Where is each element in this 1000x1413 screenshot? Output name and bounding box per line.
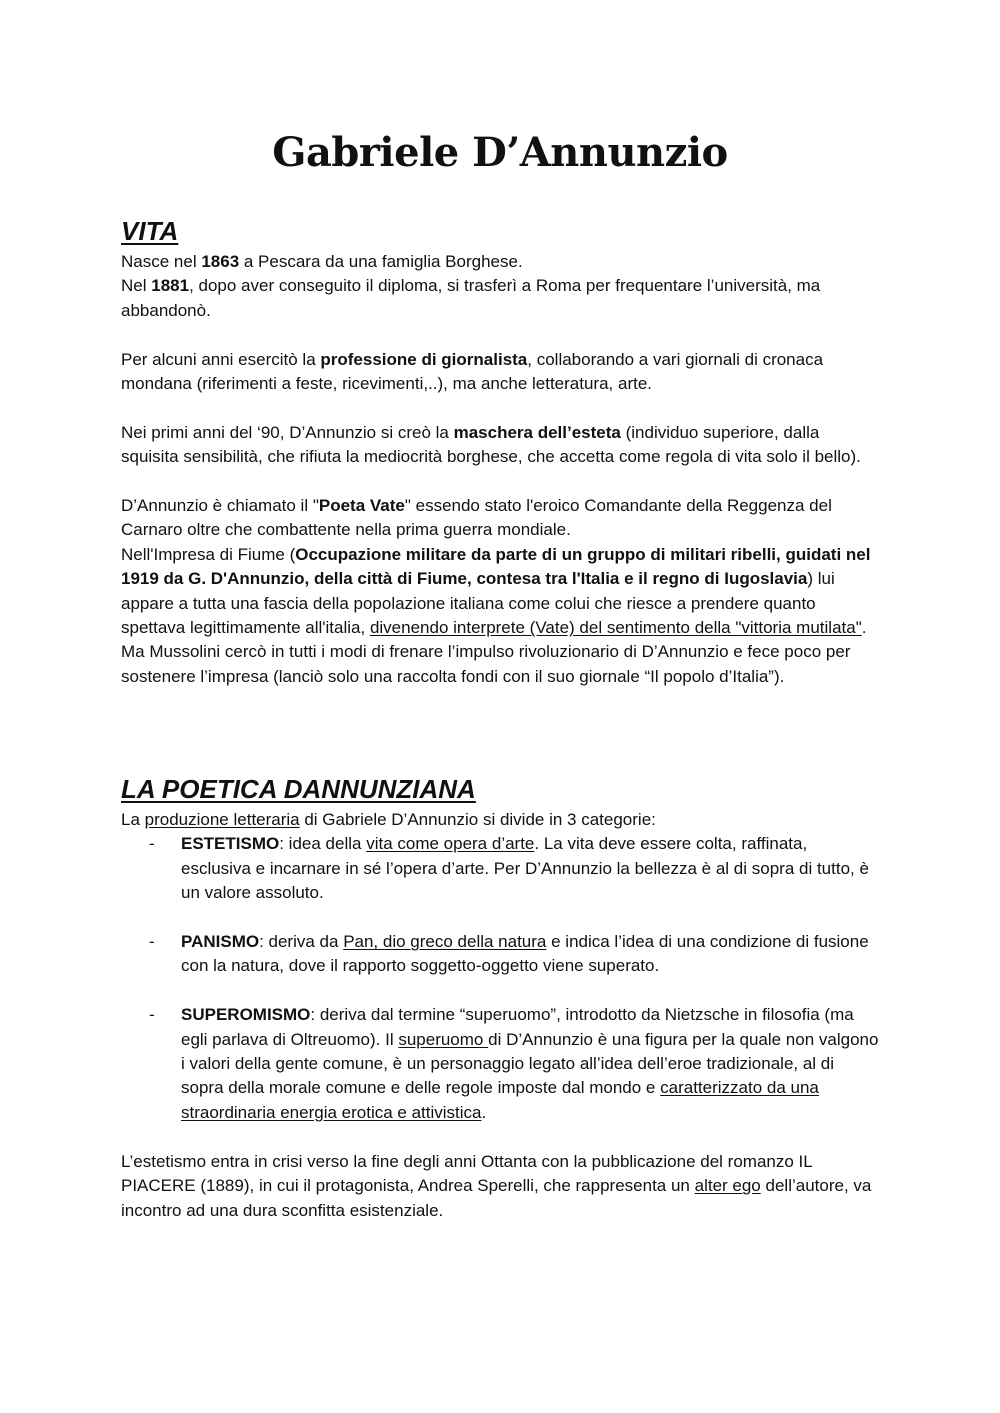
section-heading-vita: VITA [121,216,179,246]
text: La [121,810,145,829]
vita-paragraph-fiume [121,543,881,689]
text: (individuo superiore, dalla squisita sensibilità, che rifiuta la mediocrità borghese, che accetta come regola di vita solo il bello). [121,422,861,467]
text: L’estetismo entra in crisi verso la fine degli anni Ottanta con la pubblicazione del romanzo IL PIACERE (1889), in cui il protagonista, Andrea Sperelli, che rappresenta un [121,1152,813,1196]
poetica-categories-list [121,832,881,1125]
text: a Pescara da una famiglia Borghese. [239,252,523,271]
bold-text: Occupazione militare da parte di un gruppo di militari ribelli, guidati nel 1919 da G. D'Annunzio, della città di Fiume, contesa tra l'Italia e il regno di Iugoslavia [121,544,871,589]
text: : deriva da [259,932,344,951]
text: Nell'Impresa di Fiume ( [121,544,296,564]
underlined-text: divenendo interprete (Vate) del sentimento della "vittoria mutilata" [369,618,862,638]
poetica-outro [121,1150,881,1223]
text: dell’autore, va incontro ad una dura sconfitta esistenziale. [121,1176,872,1220]
text: . [481,1102,487,1122]
list-item-superomismo [121,1003,881,1125]
underlined-text: caratterizzato da una straordinaria energia erotica e attivistica [181,1078,819,1122]
bold-text: 1863 [201,252,240,271]
underlined-text: produzione letteraria [144,810,300,829]
bold-text: ESTETISMO [181,834,280,854]
text: , collaborando a vari giornali di cronaca mondana (riferimenti a feste, ricevimenti,..), ma anche letteratura, arte. [121,349,824,394]
poetica-outro-text [121,1150,881,1223]
underlined-text: superuomo [398,1029,489,1049]
bold-text: professione di giornalista [320,349,528,369]
bold-text: PANISMO [181,932,260,951]
list-dash: - [149,932,155,951]
text: di Gabriele D’Annunzio si divide in 3 categorie: [299,810,656,829]
underlined-text: vita come opera d’arte [366,834,535,854]
vita-paragraph-vate [121,494,881,543]
list-item-panismo [121,930,881,979]
text: e indica l’idea di una condizione di fusione con la natura, dove il rapporto soggetto-oggetto viene superato. [181,932,869,976]
text: " essendo stato l'eroico Comandante della Reggenza del Carnaro oltre che combattente nella prima guerra mondiale. [121,496,832,540]
poetica-intro [121,808,881,832]
text: . Ma Mussolini cercò in tutti i modi di frenare l’impulso rivoluzionario di D’Annunzio e fece poco per sostenere l’impresa (lanciò solo una raccolta fondi con il suo giornale “Il popolo d’Italia”). [121,618,867,686]
poetica-intro-text [121,808,881,832]
list-spacer [121,979,881,1003]
text: : idea della [279,834,367,854]
vita-section [121,250,881,689]
vita-paragraph-journalism [121,348,881,397]
bold-text: Poeta Vate [318,496,405,516]
bold-text: maschera dell’esteta [453,422,621,442]
section-heading-poetica: LA POETICA DANNUNZIANA [121,774,476,804]
text: Nasce nel [121,252,202,271]
list-dash: - [149,1005,155,1025]
text: di D’Annunzio è una figura per la quale non valgono i valori della gente comune, è un personaggio legato all’idea dell’eroe tradizionale, al di sopra della morale comune e delle regole imposte dal mondo e [181,1029,879,1098]
list-spacer [121,906,881,930]
bold-text: SUPEROMISMO [181,1005,311,1025]
list-dash: - [149,834,155,854]
vita-paragraph-birth [121,250,881,274]
text: Per alcuni anni esercitò la [121,349,321,369]
text: , dopo aver conseguito il diploma, si trasferì a Roma per frequentare l’università, ma abbandonò. [121,276,821,320]
page-title: Gabriele D’Annunzio [272,129,728,176]
list-item-estetismo [121,832,881,905]
vita-paragraph-esteta [121,421,881,470]
vita-paragraph-rome [121,274,881,323]
underlined-text: alter ego [694,1176,761,1196]
bold-text: 1881 [151,276,190,296]
text: : deriva dal termine “superuomo”, introdotto da Nietzsche in filosofia (ma egli parlava di Oltreuomo). Il [181,1005,854,1049]
text: Nei primi anni del ‘90, D’Annunzio si creò la [121,422,454,442]
text: . La vita deve essere colta, raffinata, esclusiva e incarnare in sé l’opera d’arte. Per D’Annunzio la bellezza è al di sopra di tutto, è un valore assoluto. [181,834,869,903]
underlined-text: Pan, dio greco della natura [343,932,547,951]
text: ) lui appare a tutta una fascia della popolazione italiana come colui che riesce a prendere quanto spettava legittimamente all'italia, [121,569,835,638]
text: D’Annunzio è chiamato il " [121,496,319,516]
text: Nel [121,276,152,296]
